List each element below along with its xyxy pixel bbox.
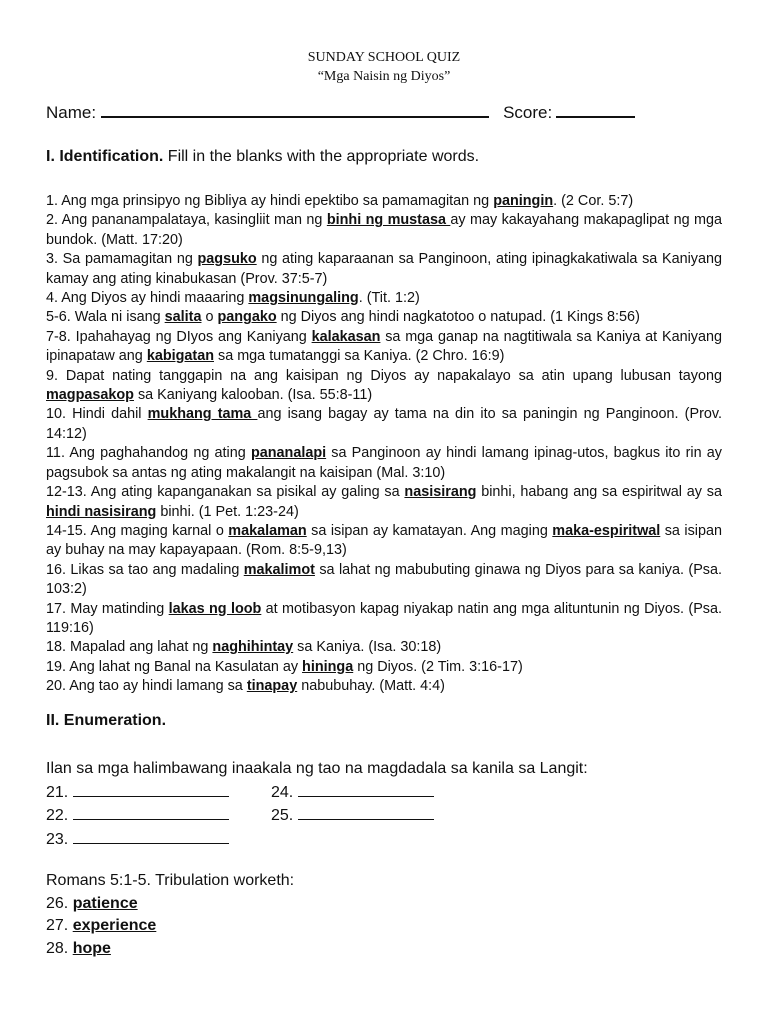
question-item	[46, 308, 722, 327]
answer-word: hindi nasisirang	[46, 503, 157, 520]
romans-answer: 26. patience	[46, 894, 138, 912]
question-item	[46, 289, 722, 308]
question-text: binhi, habang ang sa espiritwal ay sa	[476, 484, 722, 501]
answer-word: kalakasan	[311, 328, 381, 345]
answer-word: hininga	[302, 658, 354, 675]
question-text: . (2 Cor. 5:7)	[553, 193, 634, 209]
question-text: 2. Ang pananampalataya, kasingliit man ng	[46, 212, 327, 229]
enumeration-prompt: Ilan sa mga halimbawang inaakala ng tao na magdadala sa kanila sa Langit:	[46, 760, 588, 777]
question-text: sa Panginoon ay hindi lamang ipinag-utos, bagkus ito rin ay pagsubok sa antas ng ating makalangit na kaisipan (Mal. 3:10)	[46, 445, 722, 481]
name-blank[interactable]	[101, 101, 489, 118]
answer-word: mukhang tama	[147, 406, 258, 423]
question-item	[46, 677, 722, 696]
question-text: . (Tit. 1:2)	[358, 290, 420, 307]
enum-item: 24.	[271, 781, 471, 805]
enum-blank[interactable]	[298, 804, 434, 820]
question-text: sa Kaniya. (Isa. 30:18)	[293, 639, 442, 656]
identification-items	[46, 192, 722, 697]
question-text: ay may kakayahang makapaglipat ng mga bundok. (Matt. 17:20)	[46, 212, 722, 248]
romans-block	[46, 870, 294, 960]
question-item	[46, 483, 722, 522]
romans-answer: 28. hope	[46, 939, 111, 957]
answer-word: tinapay	[246, 678, 298, 695]
question-text: 19. Ang lahat ng Banal na Kasulatan ay	[46, 658, 303, 675]
question-text: 5-6. Wala ni isang	[46, 309, 165, 326]
question-text: 4. Ang Diyos ay hindi maaaring	[46, 290, 249, 307]
question-text: 1. Ang mga prinsipyo ng Bibliya ay hindi epektibo sa pamamagitan ng	[46, 193, 494, 209]
question-text: 3. Sa pamamagitan ng	[46, 251, 198, 268]
score-blank[interactable]	[556, 101, 635, 118]
answer-word: paningin	[493, 193, 554, 209]
answer-word: salita	[164, 309, 202, 326]
question-text: 16. Likas sa tao ang madaling	[46, 561, 244, 578]
section-enumeration-heading: II. Enumeration.	[46, 712, 167, 729]
title-block	[0, 48, 768, 86]
answer-word: binhi ng mustasa	[326, 212, 451, 229]
enum-item: 21.	[46, 781, 271, 805]
section-identification-title: I. Identification.	[46, 148, 164, 165]
question-text: binhi. (1 Pet. 1:23-24)	[156, 503, 299, 520]
section-identification-instruction: Fill in the blanks with the appropriate words.	[167, 148, 480, 165]
question-text: ang isang bagay ay tama na din ito sa paningin ng Panginoon. (Prov. 14:12)	[46, 406, 722, 442]
question-text: o	[201, 309, 218, 326]
enum-item: 23.	[46, 828, 271, 852]
question-item	[46, 328, 722, 367]
answer-word: makalimot	[243, 561, 315, 578]
question-item	[46, 250, 722, 289]
question-text: ng ating kaparaanan sa Panginoon, ating ipinagkakatiwala sa Kaniyang kamay ang ating kinabukasan (Prov. 37:5-7)	[46, 251, 722, 287]
question-text: at motibasyon kapag niyakap natin ang mga alituntunin ng Diyos. (Psa. 119:16)	[46, 600, 722, 636]
enumeration-block	[46, 758, 588, 851]
question-item	[46, 522, 722, 561]
question-text: ng Diyos. (2 Tim. 3:16-17)	[353, 658, 523, 675]
answer-word: magsinungaling	[248, 290, 359, 307]
question-item	[46, 444, 722, 483]
question-item	[46, 211, 722, 250]
question-item	[46, 192, 722, 211]
name-score-row	[46, 101, 635, 123]
name-label: Name:	[46, 103, 97, 122]
question-text: 12-13. Ang ating kapanganakan sa pisikal ay galing sa	[46, 484, 405, 501]
answer-word: naghihintay	[212, 639, 294, 656]
question-text: 20. Ang tao ay hindi lamang sa	[46, 678, 247, 695]
enum-blank[interactable]	[73, 828, 229, 844]
answer-word: pangako	[217, 309, 277, 326]
section-identification-heading	[46, 148, 479, 166]
question-text: 9. Dapat nating tanggapin na ang kaisipan ng Diyos ay napakalayo sa atin upang lubusan tayong	[46, 367, 722, 384]
question-text: 14-15. Ang maging karnal o	[46, 522, 229, 539]
question-text: sa isipan ay kamatayan. Ang maging	[306, 522, 553, 539]
answer-word: makalaman	[228, 522, 307, 539]
enumeration-blanks	[46, 781, 588, 852]
question-item	[46, 405, 722, 444]
question-item	[46, 638, 722, 657]
enum-blank[interactable]	[298, 781, 434, 797]
question-text: 11. Ang paghahandog ng ating	[46, 445, 251, 462]
question-item	[46, 367, 722, 406]
question-text: sa isipan ay buhay na may kapayapaan. (Rom. 8:5-9,13)	[46, 522, 722, 559]
question-text: 17. May matinding	[46, 600, 169, 617]
answer-word: pananalapi	[250, 445, 327, 462]
question-text: 18. Mapalad ang lahat ng	[46, 639, 213, 656]
romans-answer: 27. experience	[46, 917, 157, 934]
question-text: 10. Hindi dahil	[46, 406, 148, 423]
answer-word: maka-espiritwal	[552, 522, 661, 539]
question-text: sa mga tumatanggi sa Kaniya. (2 Chro. 16:9)	[214, 348, 505, 365]
question-text: sa lahat ng mabubuting ginawa ng Diyos para sa kaniya. (Psa. 103:2)	[46, 561, 722, 598]
question-text: 7-8. Ipahahayag ng DIyos ang Kaniyang	[46, 328, 312, 345]
romans-intro: Romans 5:1-5. Tribulation worketh:	[46, 872, 295, 889]
question-text: sa Kaniyang kalooban. (Isa. 55:8-11)	[133, 387, 373, 404]
quiz-title: SUNDAY SCHOOL QUIZ	[307, 50, 461, 65]
score-label: Score:	[503, 103, 553, 122]
question-item	[46, 658, 722, 677]
question-item	[46, 600, 722, 639]
answer-word: kabigatan	[146, 348, 214, 365]
enum-blank[interactable]	[73, 781, 229, 797]
enum-blank[interactable]	[73, 804, 229, 820]
answer-word: magpasakop	[46, 387, 134, 404]
question-text: sa mga ganap na nagtitiwala sa Kaniya at Kaniyang ipinapataw ang	[46, 328, 722, 365]
enum-item: 22.	[46, 804, 271, 828]
answer-word: nasisirang	[404, 484, 477, 501]
answer-word: lakas ng loob	[168, 600, 262, 617]
question-text: ng Diyos ang hindi nagkatotoo o natupad. (1 Kings 8:56)	[276, 309, 640, 326]
question-item	[46, 561, 722, 600]
answer-word: pagsuko	[197, 251, 257, 268]
enum-item: 25.	[271, 804, 471, 828]
quiz-subtitle: “Mga Naisin ng Diyos”	[317, 69, 451, 84]
question-text: nabubuhay. (Matt. 4:4)	[297, 678, 445, 695]
